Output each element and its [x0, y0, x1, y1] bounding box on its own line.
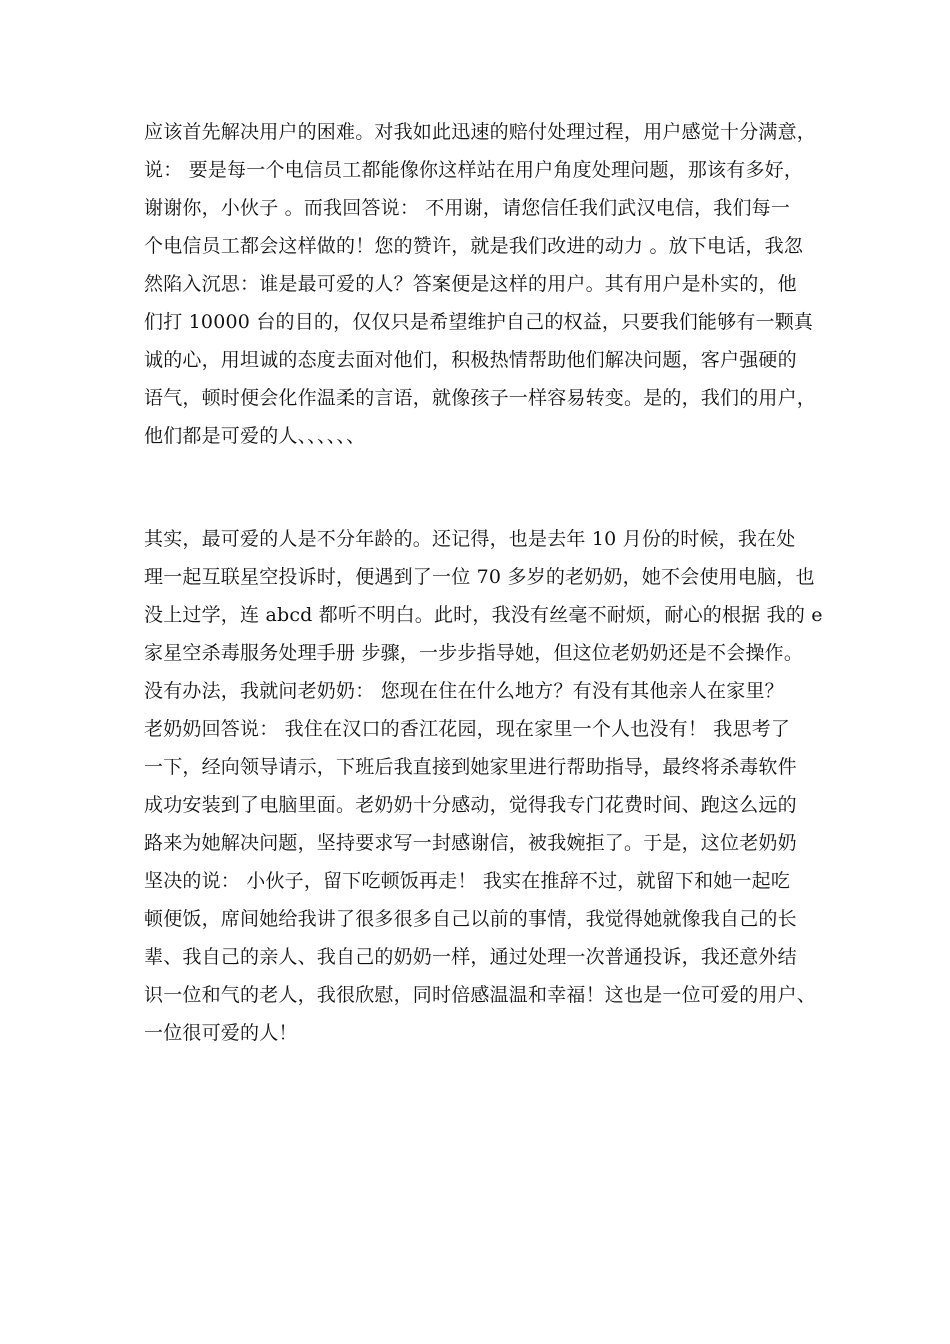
paragraph1-line-8: 语气，顿时便会化作温柔的言语，就像孩子一样容易转变。是的，我们的用户，	[144, 387, 817, 409]
paragraph2-line-13: 识一位和气的老人，我很欣慰，同时倍感温温和幸福！这也是一位可爱的用户、	[144, 984, 817, 1006]
paragraph2-line-3: 没上过学，连 abcd 都听不明白。此时，我没有丝毫不耐烦，耐心的根据 我的 e	[144, 604, 823, 626]
paragraph2-line-11: 顿便饭，席间她给我讲了很多很多自己以前的事情，我觉得她就像我自己的长	[144, 908, 797, 930]
paragraph2-line-5: 没有办法，我就问老奶奶： 您现在住在什么地方？有没有其他亲人在家里？	[144, 680, 784, 702]
paragraph1-line-1: 应该首先解决用户的困难。对我如此迅速的赔付处理过程，用户感觉十分满意，	[144, 121, 817, 143]
paragraph2-line-2: 理一起互联星空投诉时，便遇到了一位 70 多岁的老奶奶，她不会使用电脑，也	[144, 566, 815, 588]
paragraph2-line-9: 路来为她解决问题，坚持要求写一封感谢信，被我婉拒了。于是，这位老奶奶	[144, 832, 797, 854]
paragraph1-line-5: 然陷入沉思：谁是最可爱的人？答案便是这样的用户。其有用户是朴实的，他	[144, 273, 797, 295]
paragraph1-line-2: 说： 要是每一个电信员工都能像你这样站在用户角度处理问题，那该有多好，	[144, 159, 804, 181]
paragraph1-line-9: 他们都是可爱的人、、、、、、	[144, 425, 366, 447]
paragraph2-line-6: 老奶奶回答说： 我住在汉口的香江花园，现在家里一个人也没有！ 我思考了	[144, 718, 791, 740]
paragraph2-line-14: 一位很可爱的人！	[144, 1022, 298, 1044]
paragraph1-line-4: 个电信员工都会这样做的！您的赞许，就是我们改进的动力 。放下电话，我忽	[144, 235, 804, 257]
paragraph2-line-10: 坚决的说： 小伙子，留下吃顿饭再走！ 我实在推辞不过，就留下和她一起吃	[144, 870, 791, 892]
paragraph2-line-1: 其实，最可爱的人是不分年龄的。还记得，也是去年 10 月份的时候，我在处	[144, 528, 796, 550]
paragraph2-line-12: 辈、我自己的亲人、我自己的奶奶一样，通过处理一次普通投诉，我还意外结	[144, 946, 797, 968]
paragraph2-line-7: 一下，经向领导请示，下班后我直接到她家里进行帮助指导，最终将杀毒软件	[144, 756, 797, 778]
paragraph2-line-8: 成功安装到了电脑里面。老奶奶十分感动，觉得我专门花费时间、跑这么远的	[144, 794, 797, 816]
paragraph2-line-4: 家星空杀毒服务处理手册 步骤，一步步指导她，但这位老奶奶还是不会操作。	[144, 642, 804, 664]
paragraph1-line-3: 谢谢你，小伙子 。而我回答说： 不用谢，请您信任我们武汉电信，我们每一	[144, 197, 791, 219]
paragraph1-line-6: 们打 10000 台的目的，仅仅只是希望维护自己的权益，只要我们能够有一颗真	[144, 311, 814, 333]
paragraph1-line-7: 诚的心，用坦诚的态度去面对他们，积极热情帮助他们解决问题，客户强硬的	[144, 349, 797, 371]
